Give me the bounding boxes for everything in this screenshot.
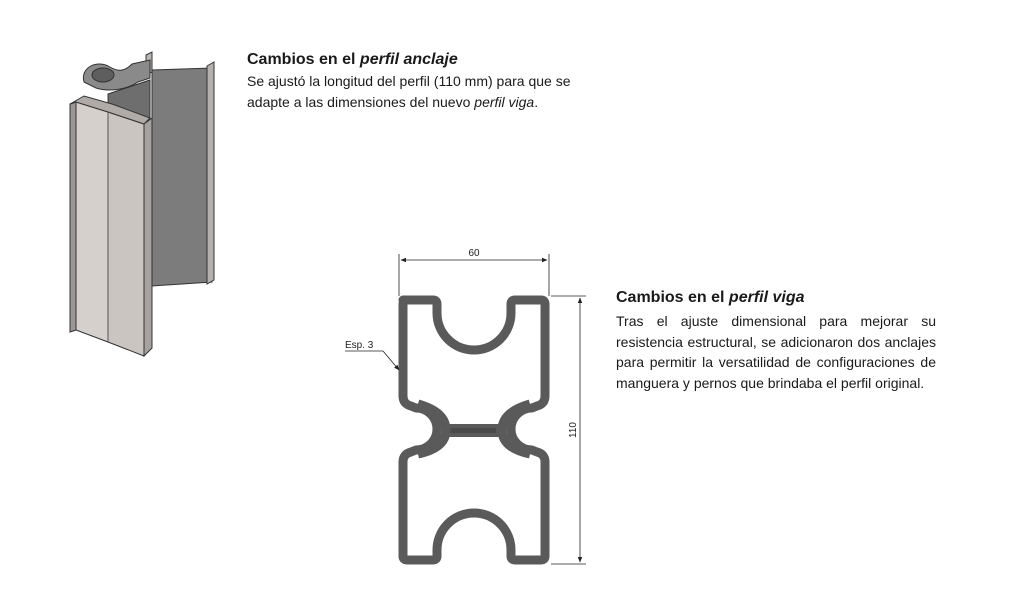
anclaje-hook-inner [92, 68, 114, 82]
anclaje-back-edge [207, 62, 214, 284]
dim-width-label: 60 [468, 248, 480, 259]
anclaje-text: Se ajustó la longitud del perfil (110 mm) para que se adapte a las dimensiones del nuevo perfil viga. [247, 73, 571, 110]
viga-description [616, 288, 936, 393]
anclaje-front-flange [144, 118, 152, 356]
viga-inner-arc-right [502, 404, 530, 454]
anclaje-back-face [152, 68, 212, 286]
viga-inner-arc-left [418, 404, 446, 454]
anclaje-front-face-right [108, 112, 144, 356]
viga-central-web [444, 424, 502, 437]
anclaje-title: Cambios en el perfil anclaje [247, 51, 458, 68]
perfil-anclaje-illustration [0, 0, 240, 380]
anclaje-front-edge [70, 102, 76, 332]
anclaje-front-face-left [76, 102, 108, 342]
thickness-label: Esp. 3 [345, 340, 374, 351]
viga-text: Tras el ajuste dimensional para mejorar su resistencia estructural, se adicionaron dos anclajes para permitir la versatilidad de configuraciones de manguera y pernos que brindaba el perfil original. [616, 313, 936, 391]
anclaje-description [247, 50, 587, 113]
viga-web-inner [450, 428, 496, 433]
thickness-leader-arrow [383, 351, 399, 370]
dim-height-label: 110 [568, 422, 579, 438]
viga-profile-outline [403, 300, 545, 560]
viga-title: Cambios en el perfil viga [616, 289, 805, 306]
